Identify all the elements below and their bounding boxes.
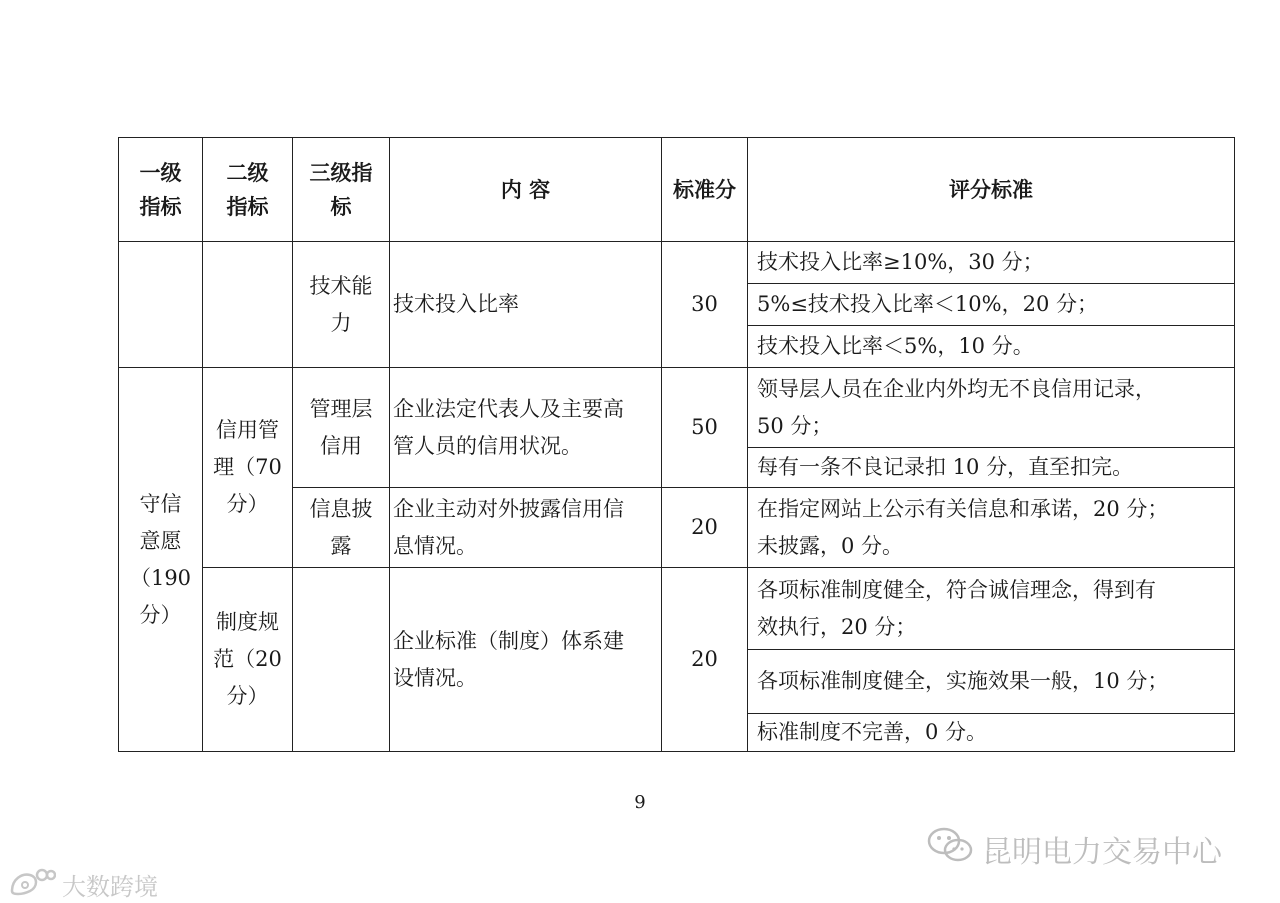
tech-criteria-2: 5%≤技术投入比率＜10%，20 分； — [748, 284, 1235, 326]
page-number: 9 — [634, 792, 646, 813]
header-row — [119, 138, 1235, 242]
watermark-weibo — [8, 865, 158, 903]
system-criteria-1: 各项标准制度健全，符合诚信理念，得到有 效执行，20 分； — [748, 568, 1235, 650]
disclosure-level3-cell: 信息披 露 — [293, 488, 390, 568]
header-content: 内 容 — [390, 138, 662, 242]
mgmt-credit-criteria-1: 领导层人员在企业内外均无不良信用记录， 50 分； — [748, 368, 1235, 448]
tech-level3-cell: 技术能 力 — [293, 242, 390, 368]
system-level3-cell — [293, 568, 390, 752]
system-criteria-2: 各项标准制度健全，实施效果一般，10 分； — [748, 650, 1235, 714]
tech-level1-cell — [119, 242, 203, 368]
mgmt-credit-level3-cell: 管理层 信用 — [293, 368, 390, 488]
willingness-level1-cell: 守信 意愿 （190 分） — [119, 368, 203, 752]
table-row — [119, 368, 1235, 448]
header-standard-score: 标准分 — [662, 138, 748, 242]
wechat-icon — [926, 825, 982, 873]
mgmt-credit-criteria-2: 每有一条不良记录扣 10 分，直至扣完。 — [748, 448, 1235, 488]
system-score-cell: 20 — [662, 568, 748, 752]
system-criteria-3: 标准制度不完善，0 分。 — [748, 714, 1235, 752]
header-level3: 三级指 标 — [293, 138, 390, 242]
mgmt-credit-content-cell: 企业法定代表人及主要高 管人员的信用状况。 — [390, 368, 662, 488]
system-content-cell: 企业标准（制度）体系建 设情况。 — [390, 568, 662, 752]
disclosure-score-cell: 20 — [662, 488, 748, 568]
tech-content-cell: 技术投入比率 — [390, 242, 662, 368]
disclosure-content-cell: 企业主动对外披露信用信 息情况。 — [390, 488, 662, 568]
header-level1: 一级 指标 — [119, 138, 203, 242]
header-level2: 二级 指标 — [203, 138, 293, 242]
watermark-wechat — [926, 825, 1222, 873]
watermark-wechat-text: 昆明电力交易中心 — [982, 835, 1222, 870]
system-level2-cell: 制度规 范（20 分） — [203, 568, 293, 752]
tech-score-cell: 30 — [662, 242, 748, 368]
tech-level2-cell — [203, 242, 293, 368]
scoring-table — [118, 137, 1235, 752]
mgmt-credit-score-cell: 50 — [662, 368, 748, 488]
table-row — [119, 242, 1235, 284]
table-row — [119, 568, 1235, 650]
tech-criteria-1: 技术投入比率≥10%，30 分； — [748, 242, 1235, 284]
weibo-icon — [8, 865, 62, 903]
disclosure-criteria-1: 在指定网站上公示有关信息和承诺，20 分； 未披露，0 分。 — [748, 488, 1235, 568]
watermark-weibo-text: 大数跨境 — [62, 872, 158, 901]
tech-criteria-3: 技术投入比率＜5%，10 分。 — [748, 326, 1235, 368]
header-criteria: 评分标准 — [748, 138, 1235, 242]
credit-mgmt-level2-cell: 信用管 理（70 分） — [203, 368, 293, 568]
